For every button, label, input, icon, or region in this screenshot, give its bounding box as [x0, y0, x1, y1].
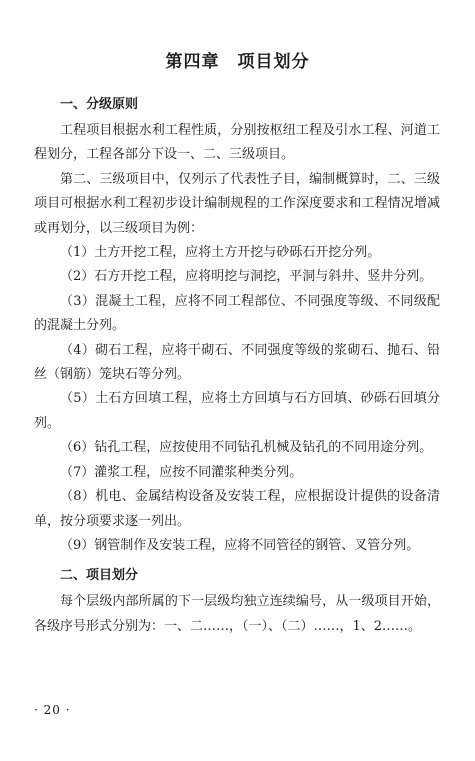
page-number: · 20 ·	[34, 703, 71, 717]
chapter-title: 第四章 项目划分	[165, 52, 310, 72]
paragraph: 第二、三级项目中，仅列示了代表性子目，编制概算时，二、三级项目可根据水利工程初步设计编制规程的工作深度要求和工程情况增减或再划分，以三级项目为例：	[34, 171, 440, 236]
page-body	[34, 93, 440, 639]
list-item: （4）砌石工程，应将干砌石、不同强度等级的浆砌石、抛石、铅丝（钢筋）笼块石等分列。	[34, 342, 440, 383]
list-item: （8）机电、金属结构设备及安装工程，应根据设计提供的设备清单，按分项要求逐一列出。	[34, 489, 440, 529]
list-item: （6）钻孔工程，应按使用不同钻孔机械及钻孔的不同用途分列。	[60, 440, 433, 456]
section-heading-grading-principle: 一、分级原则	[60, 97, 139, 112]
list-item: （9）钢管制作及安装工程，应将不同管径的钢管、叉管分列。	[60, 537, 420, 553]
section-heading-project-division: 二、项目划分	[60, 568, 139, 584]
paragraph: 工程项目根据水利工程性质，分别按枢纽工程及引水工程、河道工程划分，工程各部分下设一、二、三级项目。	[34, 123, 440, 163]
list-item: （5）土石方回填工程，应将土方回填与石方回填、砂砾石回填分列。	[34, 391, 440, 431]
list-item: （7）灌浆工程，应按不同灌浆种类分列。	[60, 464, 303, 480]
list-item: （2）石方开挖工程，应将明挖与洞挖，平洞与斜井、竖井分列。	[60, 269, 433, 285]
list-item: （1）土方开挖工程，应将土方开挖与砂砾石开挖分列。	[60, 245, 381, 261]
paragraph: 每个层级内部所属的下一层级均独立连续编号，从一级项目开始，各级序号形式分别为：一、二……，（一）、（二）……，1、2……。	[34, 594, 440, 634]
list-item: （3）混凝土工程，应将不同工程部位、不同强度等级、不同级配的混凝土分列。	[34, 293, 440, 334]
